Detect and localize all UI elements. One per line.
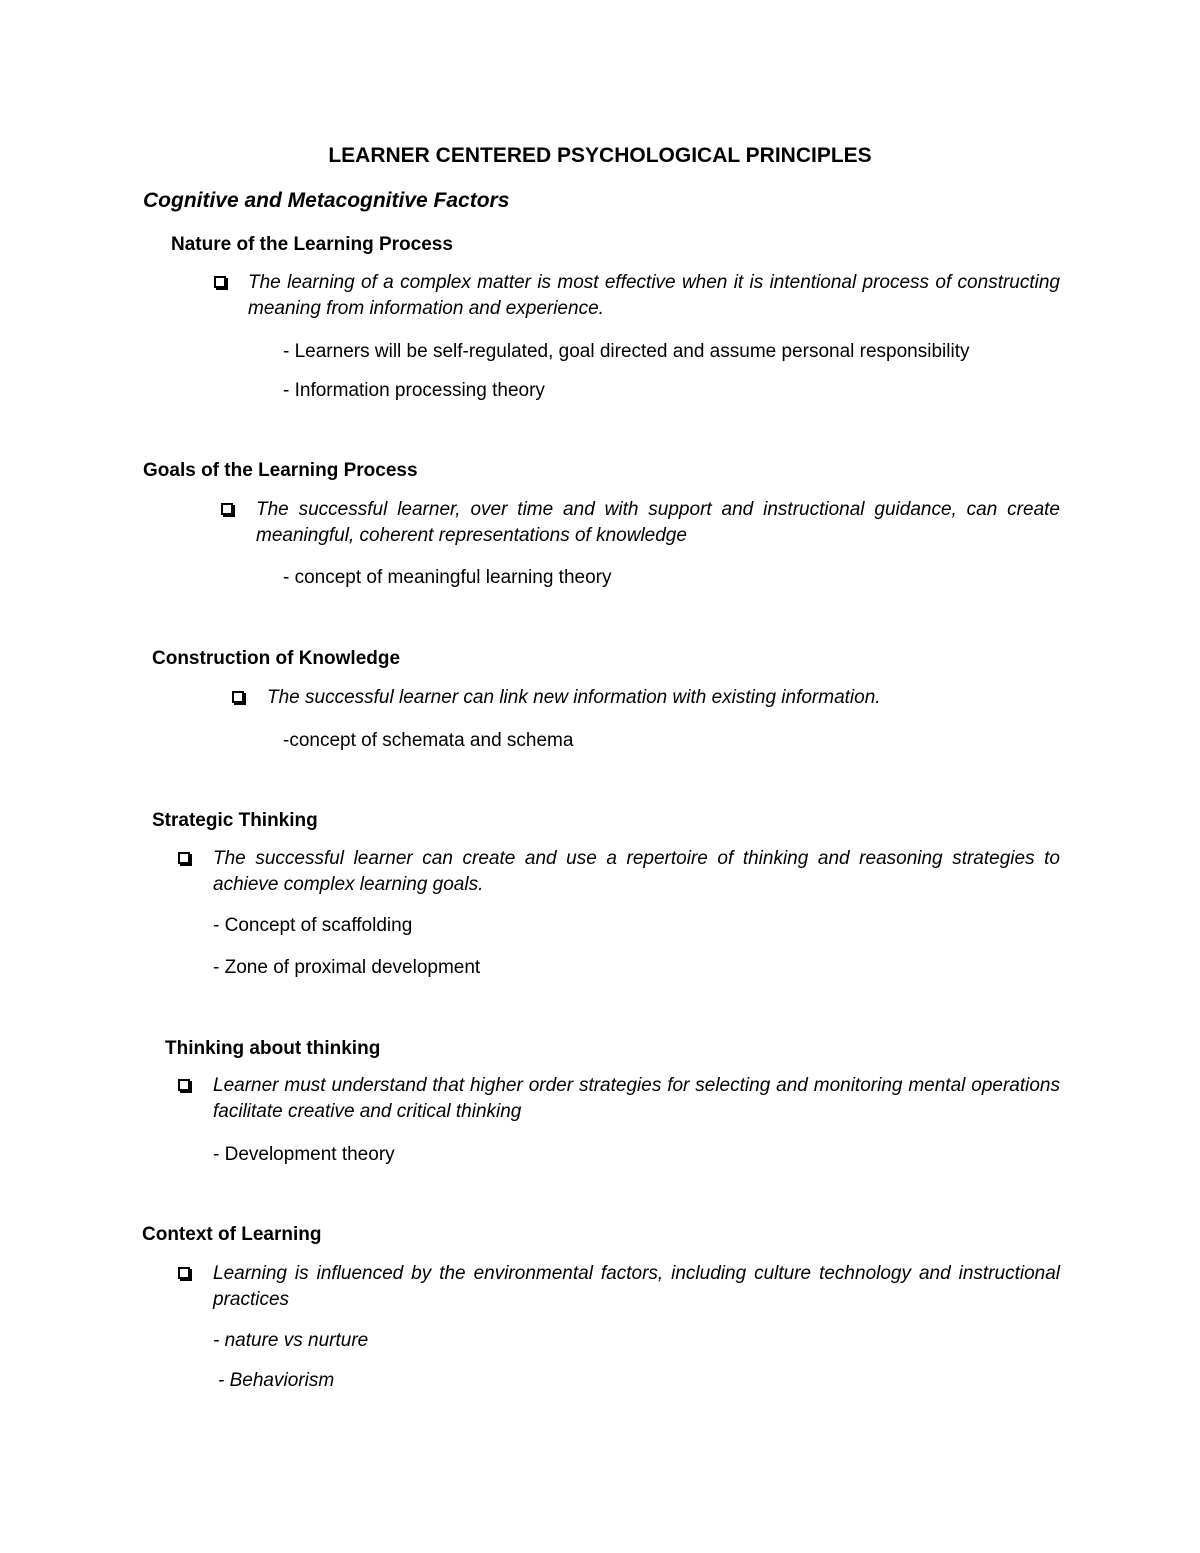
principle-note: - Information processing theory xyxy=(283,380,545,401)
principle-statement: Learning is influenced by the environmental factors, including culture technology and instructional practices xyxy=(213,1263,1060,1310)
principle-note: - Development theory xyxy=(213,1144,395,1165)
checkbox-bullet-icon xyxy=(232,691,244,703)
section-heading-construction: Construction of Knowledge xyxy=(152,648,401,669)
checkbox-bullet-icon xyxy=(178,1079,190,1091)
principle-note: -concept of schemata and schema xyxy=(283,730,574,751)
principle-note: - nature vs nurture xyxy=(213,1330,369,1351)
section-heading-thinking: Thinking about thinking xyxy=(165,1038,381,1059)
principle-note: - Zone of proximal development xyxy=(213,957,481,978)
checkbox-bullet-icon xyxy=(178,1267,190,1279)
principle-note: - Behaviorism xyxy=(218,1370,335,1391)
checkbox-bullet-icon xyxy=(178,852,190,864)
section-heading-goals: Goals of the Learning Process xyxy=(143,460,418,481)
checkbox-bullet-icon xyxy=(214,276,226,288)
document-title: LEARNER CENTERED PSYCHOLOGICAL PRINCIPLES xyxy=(328,144,872,167)
principle-note: - Learners will be self-regulated, goal directed and assume personal responsibility xyxy=(283,341,970,362)
principle-note: - concept of meaningful learning theory xyxy=(283,567,612,588)
section-heading-context: Context of Learning xyxy=(142,1224,322,1245)
document-subtitle: Cognitive and Metacognitive Factors xyxy=(143,189,510,212)
principle-statement: The successful learner, over time and with support and instructional guidance, can create meaningful, coherent representations of knowledge xyxy=(256,499,1060,546)
principle-statement: The learning of a complex matter is most effective when it is intentional process of constructing meaning from information and experience. xyxy=(248,272,1060,319)
section-heading-nature: Nature of the Learning Process xyxy=(171,234,453,255)
principle-statement: The successful learner can link new information with existing information. xyxy=(267,687,881,708)
section-heading-strategic: Strategic Thinking xyxy=(152,810,318,831)
principle-statement: Learner must understand that higher order strategies for selecting and monitoring mental operations facilitate creative and critical thinking xyxy=(213,1075,1060,1122)
principle-statement: The successful learner can create and use a repertoire of thinking and reasoning strategies to achieve complex learning goals. xyxy=(213,848,1060,895)
checkbox-bullet-icon xyxy=(221,503,233,515)
principle-note: - Concept of scaffolding xyxy=(213,915,413,936)
